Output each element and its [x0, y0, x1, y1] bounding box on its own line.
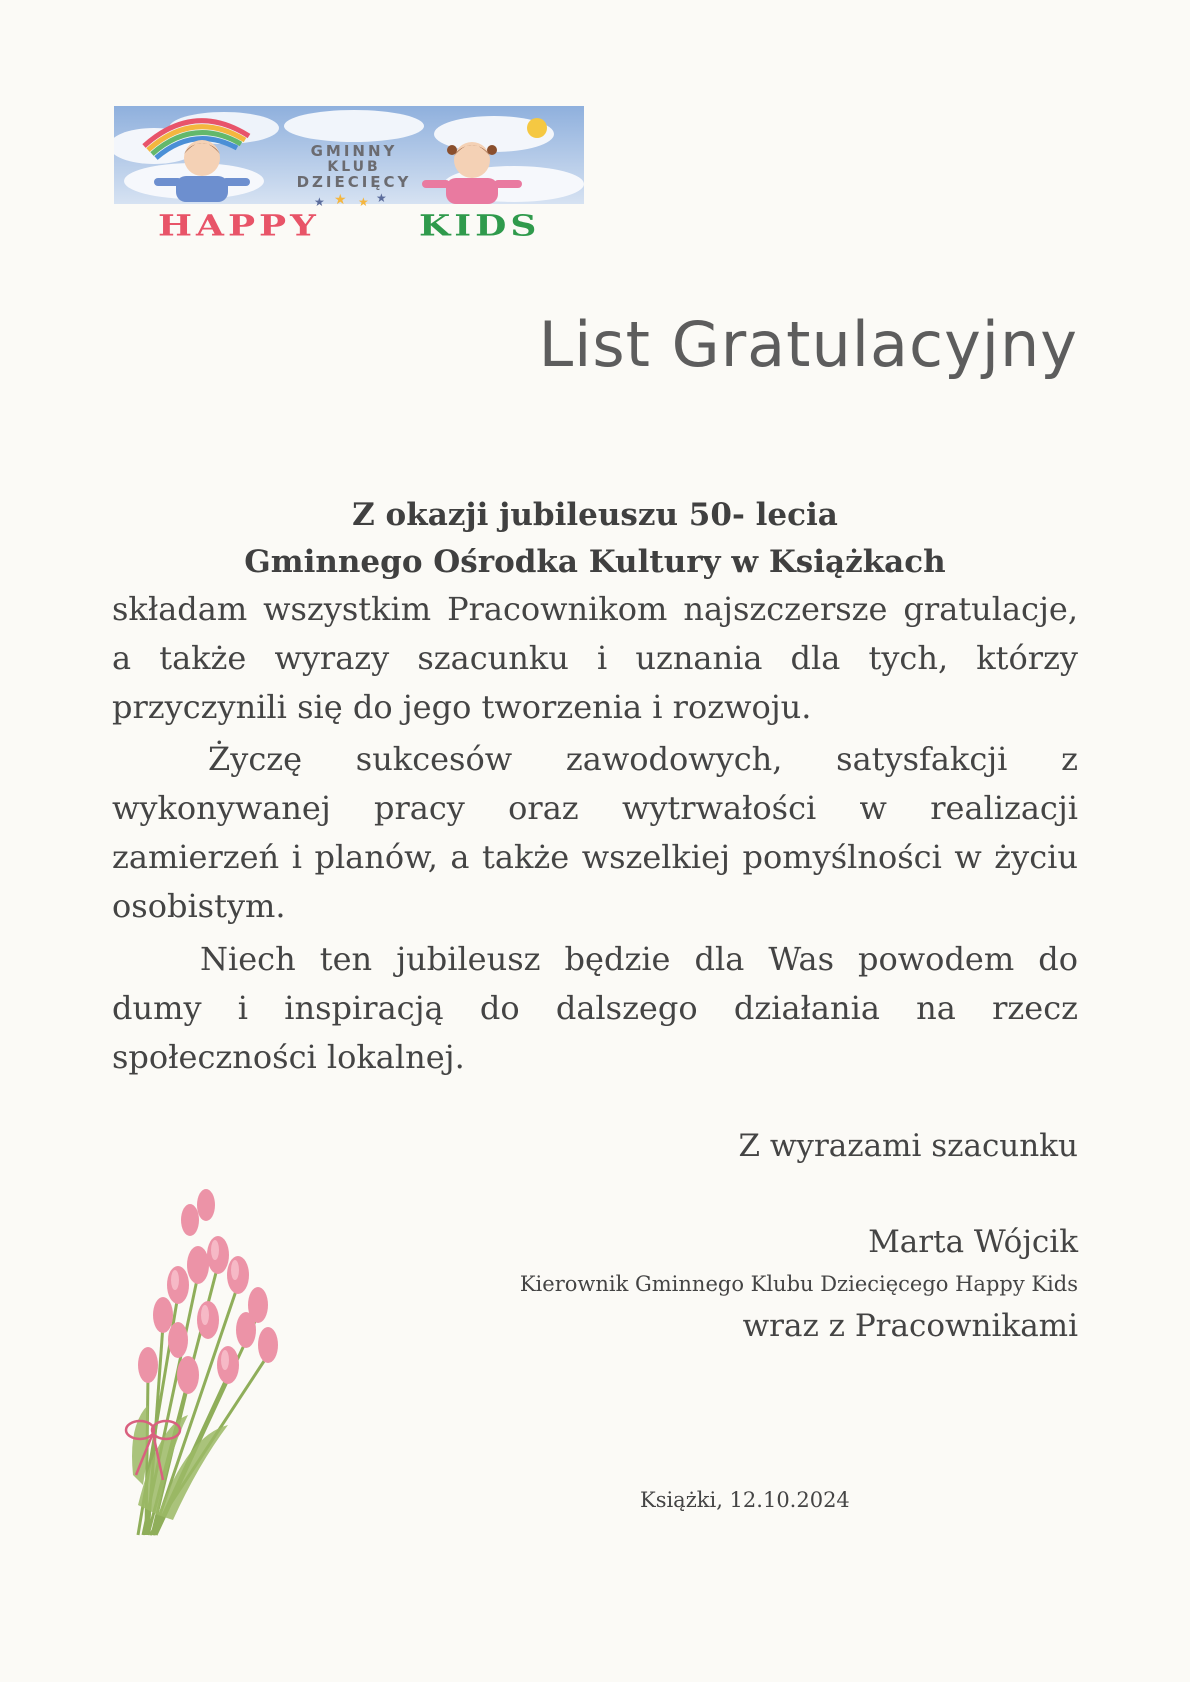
paragraph-1: składam wszystkim Pracownikom najszczersze gratulacje, a także wyrazy szacunku i uznania dla tych, którzy przyczynili się do jego tworzenia i rozwoju. [112, 590, 1078, 726]
logo-line-gminny: GMINNY [310, 142, 398, 160]
svg-text:★: ★ [334, 192, 347, 208]
logo-word-kids: KIDS [419, 209, 541, 243]
happy-kids-logo [114, 106, 584, 254]
signer-with-staff: wraz z Pracownikami [742, 1308, 1078, 1344]
logo-line-klub: KLUB [327, 159, 381, 175]
page-title: List Gratulacyjny [538, 308, 1078, 381]
closing-phrase: Z wyrazami szacunku [738, 1128, 1078, 1164]
lead-line-2: Gminnego Ośrodka Kultury w Książkach [244, 544, 946, 580]
place-date: Książki, 12.10.2024 [640, 1488, 850, 1512]
tulip-bouquet-icon [118, 1175, 288, 1545]
svg-text:★: ★ [358, 195, 369, 209]
svg-text:★: ★ [376, 191, 387, 205]
lead-line-1: Z okazji jubileuszu 50- lecia [352, 497, 838, 533]
signer-role: Kierownik Gminnego Klubu Dziecięcego Happy Kids [519, 1272, 1078, 1296]
paragraph-2: Życzę sukcesów zawodowych, satysfakcji z wykonywanej pracy oraz wytrwałości w realizacji zamierzeń i planów, a także wszelkiej pomyślności w życiu osobistym. [112, 740, 1078, 925]
signer-name: Marta Wójcik [868, 1224, 1078, 1260]
svg-text:★: ★ [314, 195, 325, 209]
logo-line-dzieciecy: DZIECIĘCY [296, 173, 412, 191]
logo-word-happy: HAPPY [158, 209, 320, 243]
paragraph-3: Niech ten jubileusz będzie dla Was powodem do dumy i inspiracją do dalszego działania na rzecz społeczności lokalnej. [112, 940, 1078, 1076]
